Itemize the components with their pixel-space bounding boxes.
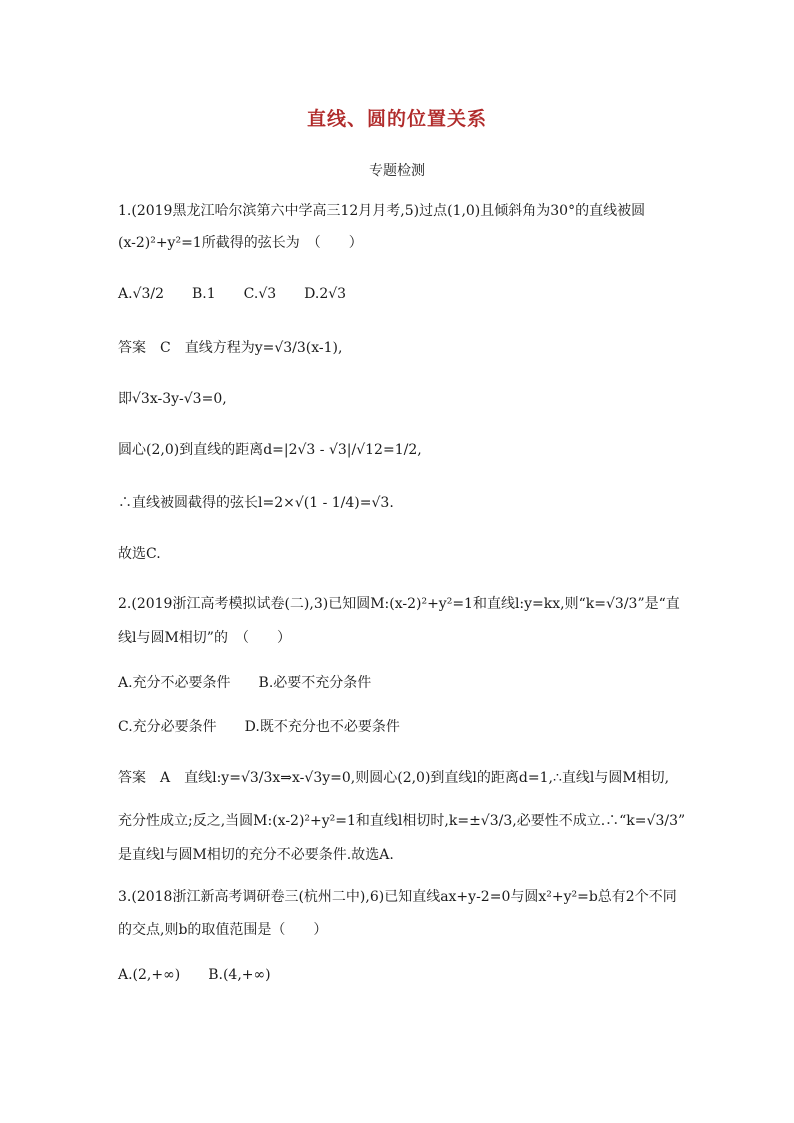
q2-stem-line2: 线l与圆M相切”的 （ ） xyxy=(118,630,291,646)
q2-options-cd: C.充分必要条件 D.既不充分也不必要条件 xyxy=(118,719,400,735)
q2-options-ab: A.充分不必要条件 B.必要不充分条件 xyxy=(118,675,372,691)
q3-stem-line2: 的交点,则b的取值范围是（ ） xyxy=(118,922,328,938)
q3-stem-line1: 3.(2018浙江新高考调研卷三(杭州二中),6)已知直线ax+y-2=0与圆x²+y²=b总有2个不同 xyxy=(118,889,677,905)
q1-stem-line1: 1.(2019黑龙江哈尔滨第六中学高三12月月考,5)过点(1,0)且倾斜角为30°的直线被圆 xyxy=(118,203,646,219)
q1-answer-line3: 圆心(2,0)到直线的距离d=|2√3 - √3|/√12=1/2, xyxy=(118,442,422,458)
page-title: 直线、圆的位置关系 xyxy=(306,108,487,130)
q1-stem-line2: (x-2)²+y²=1所截得的弦长为 （ ） xyxy=(118,235,363,251)
page-subtitle: 专题检测 xyxy=(369,163,425,179)
q3-options: A.(2,+∞) B.(4,+∞) xyxy=(118,967,271,983)
q2-stem-line1: 2.(2019浙江高考模拟试卷(二),3)已知圆M:(x-2)²+y²=1和直线l:y=kx,则“k=√3/3”是“直 xyxy=(118,596,680,612)
q2-answer-line2: 充分性成立;反之,当圆M:(x-2)²+y²=1和直线l相切时,k=±√3/3,必要性不成立.∴“k=√3/3” xyxy=(118,813,686,829)
q1-answer-line4: ∴直线被圆截得的弦长l=2×√(1 - 1/4)=√3. xyxy=(118,495,394,511)
q1-answer-line1: 答案 C 直线方程为y=√3/3(x-1), xyxy=(118,340,343,356)
q2-answer-line3: 是直线l与圆M相切的充分不必要条件.故选A. xyxy=(118,847,394,863)
q2-answer-line1: 答案 A 直线l:y=√3/3x⇒x-√3y=0,则圆心(2,0)到直线l的距离d=1,∴直线l与圆M相切, xyxy=(118,770,670,786)
q1-answer-line2: 即√3x-3y-√3=0, xyxy=(118,391,227,407)
q1-options: A.√3/2 B.1 C.√3 D.2√3 xyxy=(118,286,347,302)
q1-answer-line5: 故选C. xyxy=(118,546,161,562)
